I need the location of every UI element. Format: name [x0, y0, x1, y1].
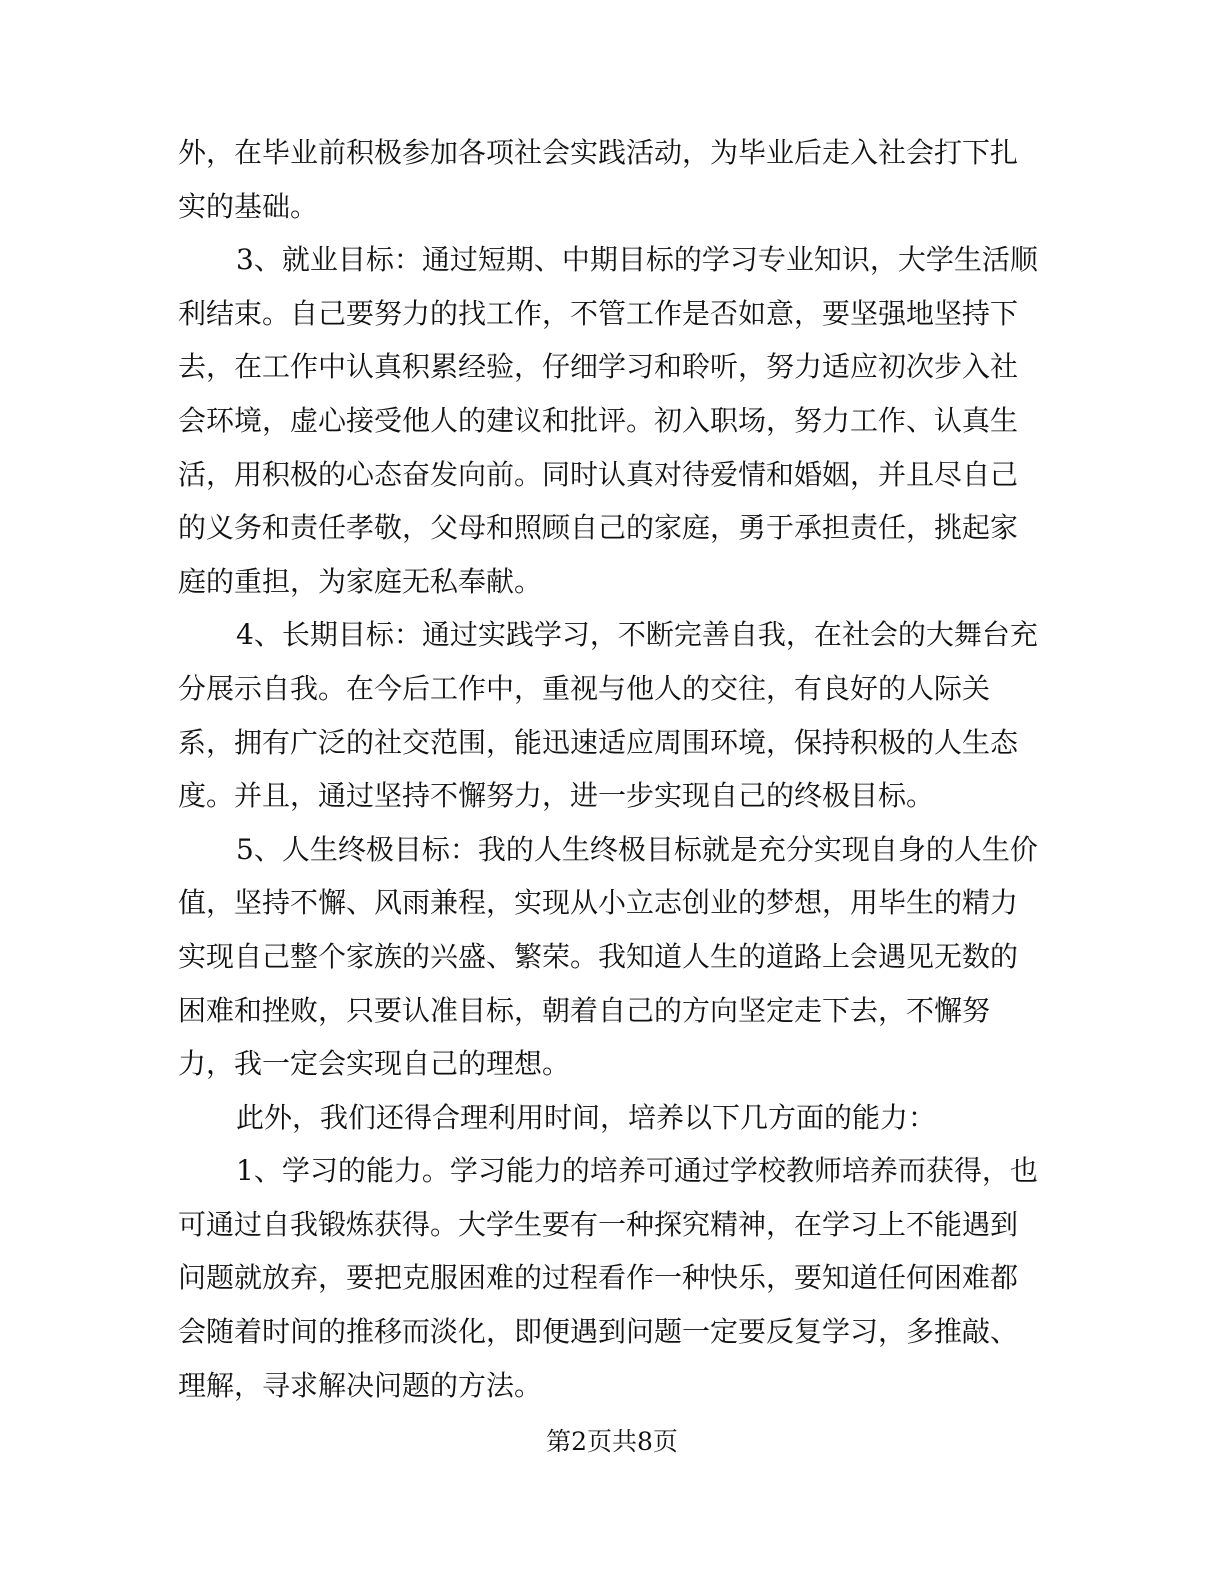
text-line: 度。并且，通过坚持不懈努力，进一步实现自己的终极目标。: [178, 779, 935, 813]
paragraph-learning-ability: [178, 1144, 1038, 1412]
text-line: 会环境，虚心接受他人的建议和批评。初入职场，努力工作、认真生: [178, 403, 1019, 437]
text-line: 庭的重担，为家庭无私奉献。: [178, 564, 543, 598]
text-line: 去，在工作中认真积累经验，仔细学习和聆听，努力适应初次步入社: [178, 350, 1019, 384]
text-line: 理解，寻求解决问题的方法。: [178, 1368, 543, 1402]
text-line: 4、长期目标：通过实践学习，不断完善自我，在社会的大舞台充: [236, 618, 1038, 652]
text-line: 实现自己整个家族的兴盛、繁荣。我知道人生的道路上会遇见无数的: [178, 939, 1019, 973]
text-line: 会随着时间的推移而淡化，即便遇到问题一定要反复学习，多推敲、: [178, 1315, 1019, 1349]
paragraph-employment-goal: [178, 233, 1038, 608]
text-line: 系，拥有广泛的社交范围，能迅速适应周围环境，保持积极的人生态: [178, 725, 1019, 759]
paragraph-continuation: [178, 126, 1030, 233]
text-line: 实的基础。: [178, 189, 319, 223]
page-number: 第2页共8页: [546, 1427, 678, 1456]
text-line: 困难和挫败，只要认准目标，朝着自己的方向坚定走下去，不懈努: [178, 993, 991, 1027]
text-line: 1、学习的能力。学习能力的培养可通过学校教师培养而获得，也: [236, 1154, 1038, 1188]
text-line: 的义务和责任孝敬，父母和照顾自己的家庭，勇于承担责任，挑起家: [178, 511, 1019, 545]
text-line: 值，坚持不懈、风雨兼程，实现从小立志创业的梦想，用毕生的精力: [178, 886, 1019, 920]
text-line: 3、就业目标：通过短期、中期目标的学习专业知识，大学生活顺: [236, 243, 1038, 277]
text-line: 分展示自我。在今后工作中，重视与他人的交往，有良好的人际关: [178, 671, 991, 705]
text-line: 问题就放弃，要把克服困难的过程看作一种快乐，要知道任何困难都: [178, 1261, 1019, 1295]
text-line: 可通过自我锻炼获得。大学生要有一种探究精神，在学习上不能遇到: [178, 1207, 1019, 1241]
text-line: 5、人生终极目标：我的人生终极目标就是充分实现自身的人生价: [236, 832, 1038, 866]
document-body: [178, 126, 1038, 1412]
paragraph-ultimate-goal: [178, 823, 1038, 1091]
text-line: 利结束。自己要努力的找工作，不管工作是否如意，要坚强地坚持下: [178, 296, 1019, 330]
text-line: 力，我一定会实现自己的理想。: [178, 1047, 571, 1081]
text-line: 外，在毕业前积极参加各项社会实践活动，为毕业后走入社会打下扎: [178, 136, 1019, 169]
paragraph-abilities-intro: [178, 1091, 1030, 1145]
paragraph-long-term-goal: [178, 608, 1038, 822]
text-line: 此外，我们还得合理利用时间，培养以下几方面的能力：: [236, 1100, 937, 1134]
text-line: 活，用积极的心态奋发向前。同时认真对待爱情和婚姻，并且尽自己: [178, 457, 1019, 491]
